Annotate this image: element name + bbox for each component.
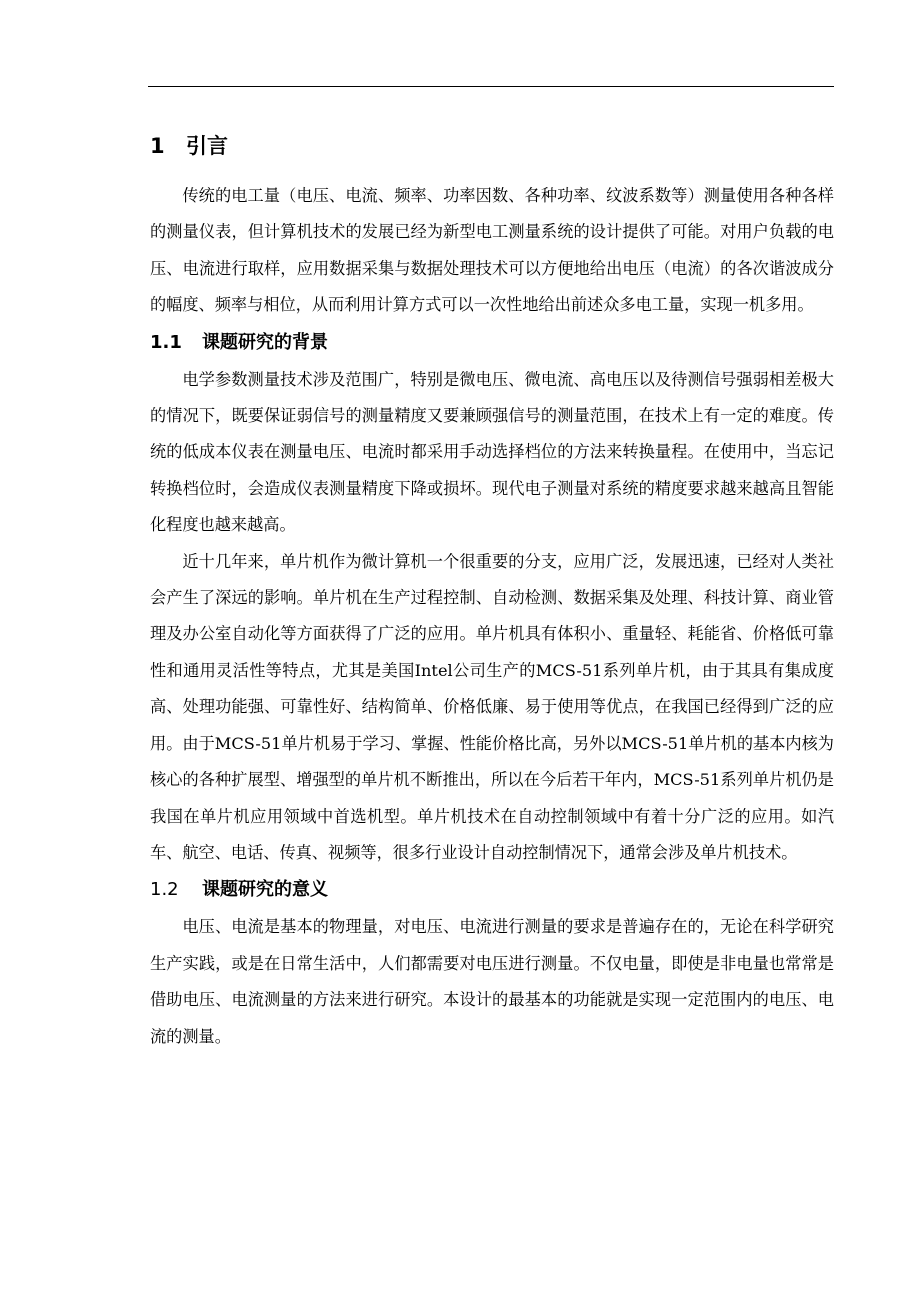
section-number: 1	[150, 134, 165, 158]
section-number: 1.2	[150, 879, 179, 901]
section-number: 1.1	[150, 331, 182, 353]
section-title: 课题研究的意义	[202, 879, 328, 901]
paragraph: 电压、电流是基本的物理量，对电压、电流进行测量的要求是普遍存在的，无论在科学研究生产实践，或是在日常生活中，人们都需要对电压进行测量。不仅电量，即使是非电量也常常是借助电压、电流测量的方法来进行研究。本设计的最基本的功能就是实现一定范围内的电压、电流的测量。	[150, 917, 834, 1046]
paragraph: 近十几年来，单片机作为微计算机一个很重要的分支，应用广泛，发展迅速，已经对人类社会产生了深远的影响。单片机在生产过程控制、自动检测、数据采集及处理、科技计算、商业管理及办公室自动化等方面获得了广泛的应用。单片机具有体积小、重量轻、耗能省、价格低可靠性和通用灵活性等特点，尤其是美国Intel公司生产的MCS-51系列单片机，由于其具有集成度高、处理功能强、可靠性好、结构简单、价格低廉、易于使用等优点，在我国已经得到广泛的应用。由于MCS-51单片机易于学习、掌握、性能价格比高，另外以MCS-51单片机的基本内核为核心的各种扩展型、增强型的单片机不断推出，所以在今后若干年内，MCS-51系列单片机仍是我国在单片机应用领域中首选机型。单片机技术在自动控制领域中有着十分广泛的应用。如汽车、航空、电话、传真、视频等，很多行业设计自动控制情况下，通常会涉及单片机技术。	[150, 551, 834, 862]
section-title: 课题研究的背景	[202, 331, 328, 353]
section-heading-1-1	[150, 326, 834, 360]
section-title: 引言	[186, 134, 228, 158]
paragraph: 电学参数测量技术涉及范围广，特别是微电压、微电流、高电压以及待测信号强弱相差极大的情况下，既要保证弱信号的测量精度又要兼顾强信号的测量范围，在技术上有一定的难度。传统的低成本仪表在测量电压、电流时都采用手动选择档位的方法来转换量程。在使用中，当忘记转换档位时，会造成仪表测量精度下降或损坏。现代电子测量对系统的精度要求越来越高且智能化程度也越来越高。	[150, 369, 834, 535]
document-body	[150, 128, 834, 1055]
section-heading-1	[150, 128, 834, 164]
section-heading-1-2	[150, 873, 834, 907]
paragraph: 传统的电工量（电压、电流、频率、功率因数、各种功率、纹波系数等）测量使用各种各样的测量仪表，但计算机技术的发展已经为新型电工测量系统的设计提供了可能。对用户负载的电压、电流进行取样，应用数据采集与数据处理技术可以方便地给出电压（电流）的各次谐波成分的幅度、频率与相位，从而利用计算方式可以一次性地给出前述众多电工量，实现一机多用。	[150, 186, 834, 315]
header-rule	[148, 86, 834, 87]
